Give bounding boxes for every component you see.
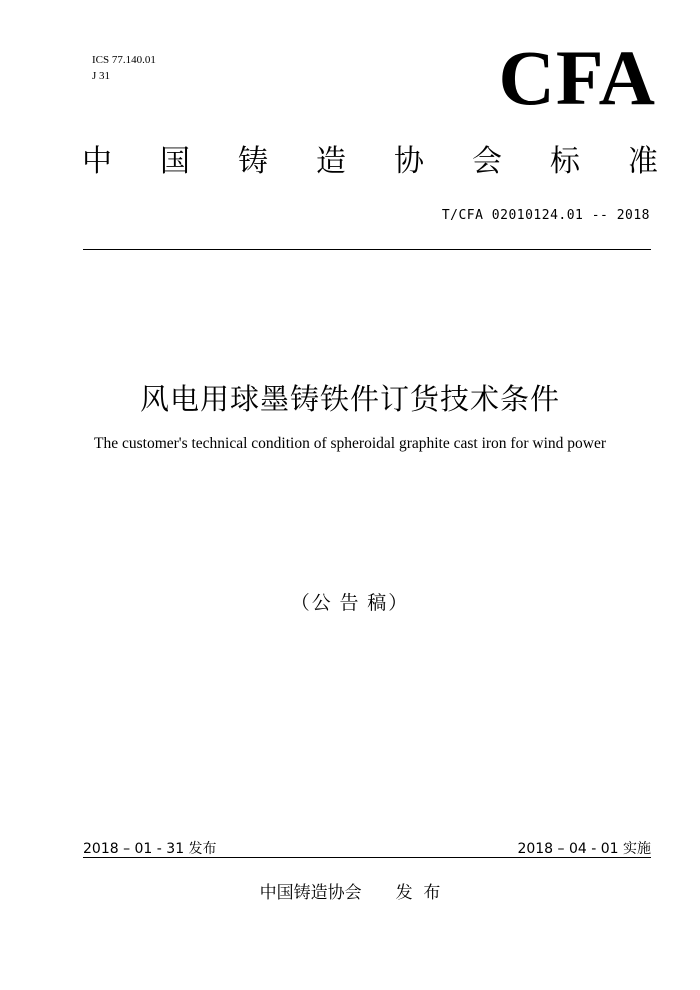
publish-action: 发 布 [395, 883, 441, 903]
org-title-char: 标 [550, 144, 580, 179]
standard-number: T/CFA 02010124.01 -- 2018 [441, 208, 650, 223]
cfa-logo: CFA [498, 34, 656, 121]
implementation-date: 2018 – 04 - 01 实施 [517, 841, 651, 857]
organization-standard-title [82, 142, 658, 182]
footer-divider [83, 857, 651, 858]
classification-codes [92, 52, 156, 84]
document-title-english: The customer's technical condition of spheroidal graphite cast iron for wind power [94, 435, 606, 452]
org-title-char: 准 [628, 144, 658, 179]
publisher-name: 中国铸造协会 [259, 883, 362, 903]
issue-date: 2018 – 01 - 31 发布 [83, 841, 217, 857]
header-divider [83, 249, 651, 250]
org-title-char: 协 [394, 144, 424, 179]
org-title-char: 中 [82, 144, 112, 179]
ccs-code: J 31 [92, 70, 111, 82]
org-title-char: 国 [160, 144, 190, 179]
org-title-char: 会 [472, 144, 502, 179]
document-title-chinese: 风电用球墨铸铁件订货技术条件 [139, 382, 560, 416]
org-title-char: 铸 [238, 144, 268, 179]
draft-label: （公 告 稿） [290, 593, 410, 614]
publisher-line [0, 878, 700, 903]
org-title-char: 造 [316, 144, 346, 179]
ics-code: ICS 77.140.01 [92, 54, 156, 66]
